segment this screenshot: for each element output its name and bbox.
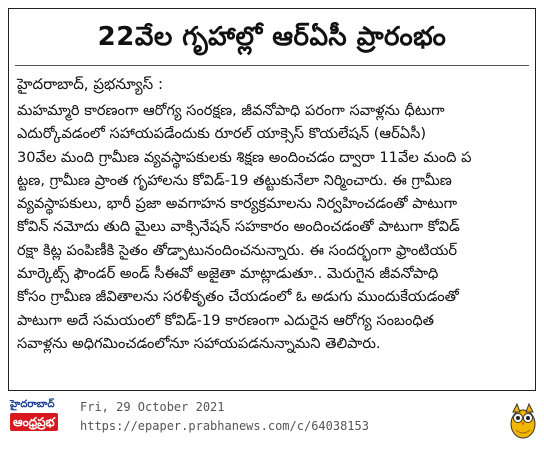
body-line: వ్యవస్థాపకులు, భారీ ప్రజా అవగాహన కార్యక్రమాలను నిర్వహించడంతో పాటుగా — [17, 195, 458, 213]
body-line: రక్షా కిట్ల పంపిణీకి సైతం తోడ్పాటునందించనున్నారు. ఈ సందర్భంగా ఫ్రాంటియర్ — [17, 241, 457, 259]
logo-title: ఆంధ్రప్రభ — [10, 413, 58, 431]
body-line: కోసం గ్రామీణ జీవితాలను సరళీకృతం చేయడంలో ఓ అడుగు ముందుకేయడంతో — [17, 288, 459, 306]
article-clipping — [8, 8, 536, 391]
body-line: మార్కెట్స్ ఫౌండర్ అండ్ సీఈవో అజైతా మాట్లాడుతూ.. మెరుగైన జీవనోపాధి — [17, 265, 439, 283]
article-dateline: హైదరాబాద్, ప్రభన్యూస్ : — [17, 75, 164, 93]
body-line: ఎదుర్కోవడంలో సహాయపడేందుకు రూరల్ యాక్సెస్ కొయలేషన్ (ఆర్‌ఏసీ) — [17, 125, 427, 143]
headline-divider — [15, 65, 529, 66]
article-body — [17, 99, 525, 355]
article-headline: 22వేల గృహాల్లో ఆర్‌ఏసీ ప్రారంభం — [97, 22, 447, 52]
logo-city: హైదరాబాద్ — [10, 399, 55, 410]
body-line: 30వేల మంది గ్రామీణ వ్యవస్థాపకులకు శిక్షణ అందించడం ద్వారా 11వేల మంది ప — [17, 148, 472, 166]
body-line: ట్టణ, గ్రామీణ ప్రాంత గృహాలను కోవిడ్-19 తట్టుకునేలా నిర్మించారు. ఈ గ్రామీణ — [17, 171, 452, 189]
footer-meta — [80, 398, 369, 436]
clip-url[interactable]: https://epaper.prabhanews.com/c/64038153 — [80, 419, 369, 433]
body-line: పాటుగా అదే సమయంలో కోవిడ్-19 కారణంగా ఎదురైన ఆరోగ్య సంబంధిత — [17, 311, 434, 329]
publication-date: Fri, 29 October 2021 — [80, 400, 225, 414]
newspaper-logo[interactable] — [10, 399, 70, 445]
owl-icon — [508, 400, 538, 440]
body-line: మహమ్మారి కారణంగా ఆరోగ్య సంరక్షణ, జీవనోపాధి పరంగా సవాళ్లను ధీటుగా — [17, 102, 445, 119]
body-line: కోవిన్ నమోదు తుది మైలు వాక్సినేషన్ సహకారం అందించడంతో పాటుగా కోవిడ్ — [17, 218, 460, 236]
body-line: సవాళ్లను అధిగమించడంలోనూ సహాయపడనున్నామని తెలిపారు. — [17, 334, 381, 352]
epaper-footer — [0, 396, 544, 450]
